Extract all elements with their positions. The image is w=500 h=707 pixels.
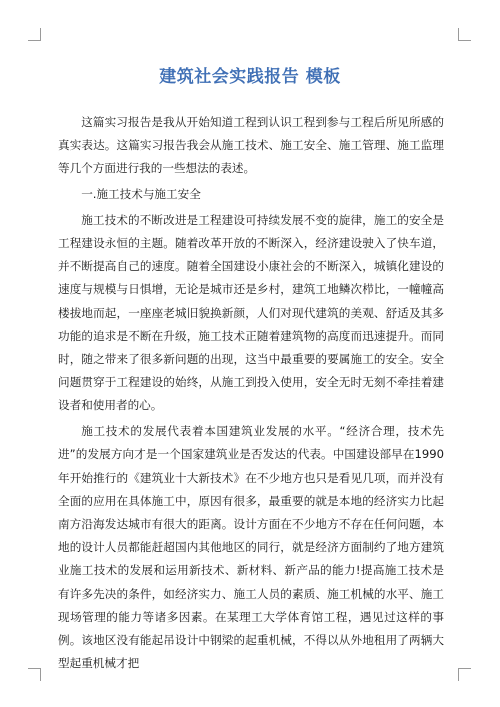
- section-heading: 一.施工技术与施工安全: [81, 187, 201, 202]
- crop-mark-top-right: [458, 28, 471, 41]
- crop-mark-top-left: [28, 28, 41, 41]
- crop-mark-bottom-right: [458, 668, 471, 681]
- document-title: 建筑社会实践报告 模板: [159, 67, 341, 87]
- paragraph-intro: 这篇实习报告是我从开始知道工程到认识工程到参与工程后所见所感的真实表达。这篇实习报告我会从施工技术、施工安全、施工管理、施工监理等几个方面进行我的一些想法的表述。: [58, 115, 444, 176]
- crop-mark-bottom-left: [28, 668, 41, 681]
- paragraph-technology-development: 施工技术的发展代表着本国建筑业发展的水平。“经济合理，技术先进”的发展方向才是一个国家建筑业是否发达的代表。中国建设部早在1990年开始推行的《建筑业十大新技术》在不少地方也只是看见几项，而并没有全面的应用在具体施工中，原因有很多，最重要的就是本地的经济实力比起南方沿海发达城市有很大的距离。设计方面在不少地方不存在任何问题，本地的设计人员都能赶超国内其他地区的同行，就是经济方面制约了地方建筑业施工技术的发展和运用新技术、新材料、新产品的能力!提高施工技术是有许多先决的条件，如经济实力、施工人员的素质、施工机械的水平、施工现场管理的能力等诸多因素。在某理工大学体育馆工程，遇见过这样的事例。该地区没有能起吊设计中钢梁的起重机械，不得以从外地租用了两辆大型起重机械才把: [58, 424, 444, 671]
- document-body: [58, 111, 444, 678]
- paragraph-construction-technology: 施工技术的不断改进是工程建设可持续发展不变的旋律，施工的安全是工程建设永恒的主题。随着改革开放的不断深入，经济建设驶入了快车道，并不断提高自己的速度。随着全国建设小康社会的不断深入，城镇化建设的速度与规模与日惧增，无论是城市还是乡村，建筑工地鳞次栉比，一幢幢高楼拔地而起，一座座老城旧貌换新颜，人们对现代建筑的美观、舒适及其多功能的追求是不断在升级，施工技术正随着建筑物的高度而迅速提升。而同时，随之带来了很多新问题的出现，这当中最重要的要属施工的安全。安全问题贯穿于工程建设的始终，从施工到投入使用，安全无时无刻不牵挂着建设者和使用者的心。: [58, 212, 444, 413]
